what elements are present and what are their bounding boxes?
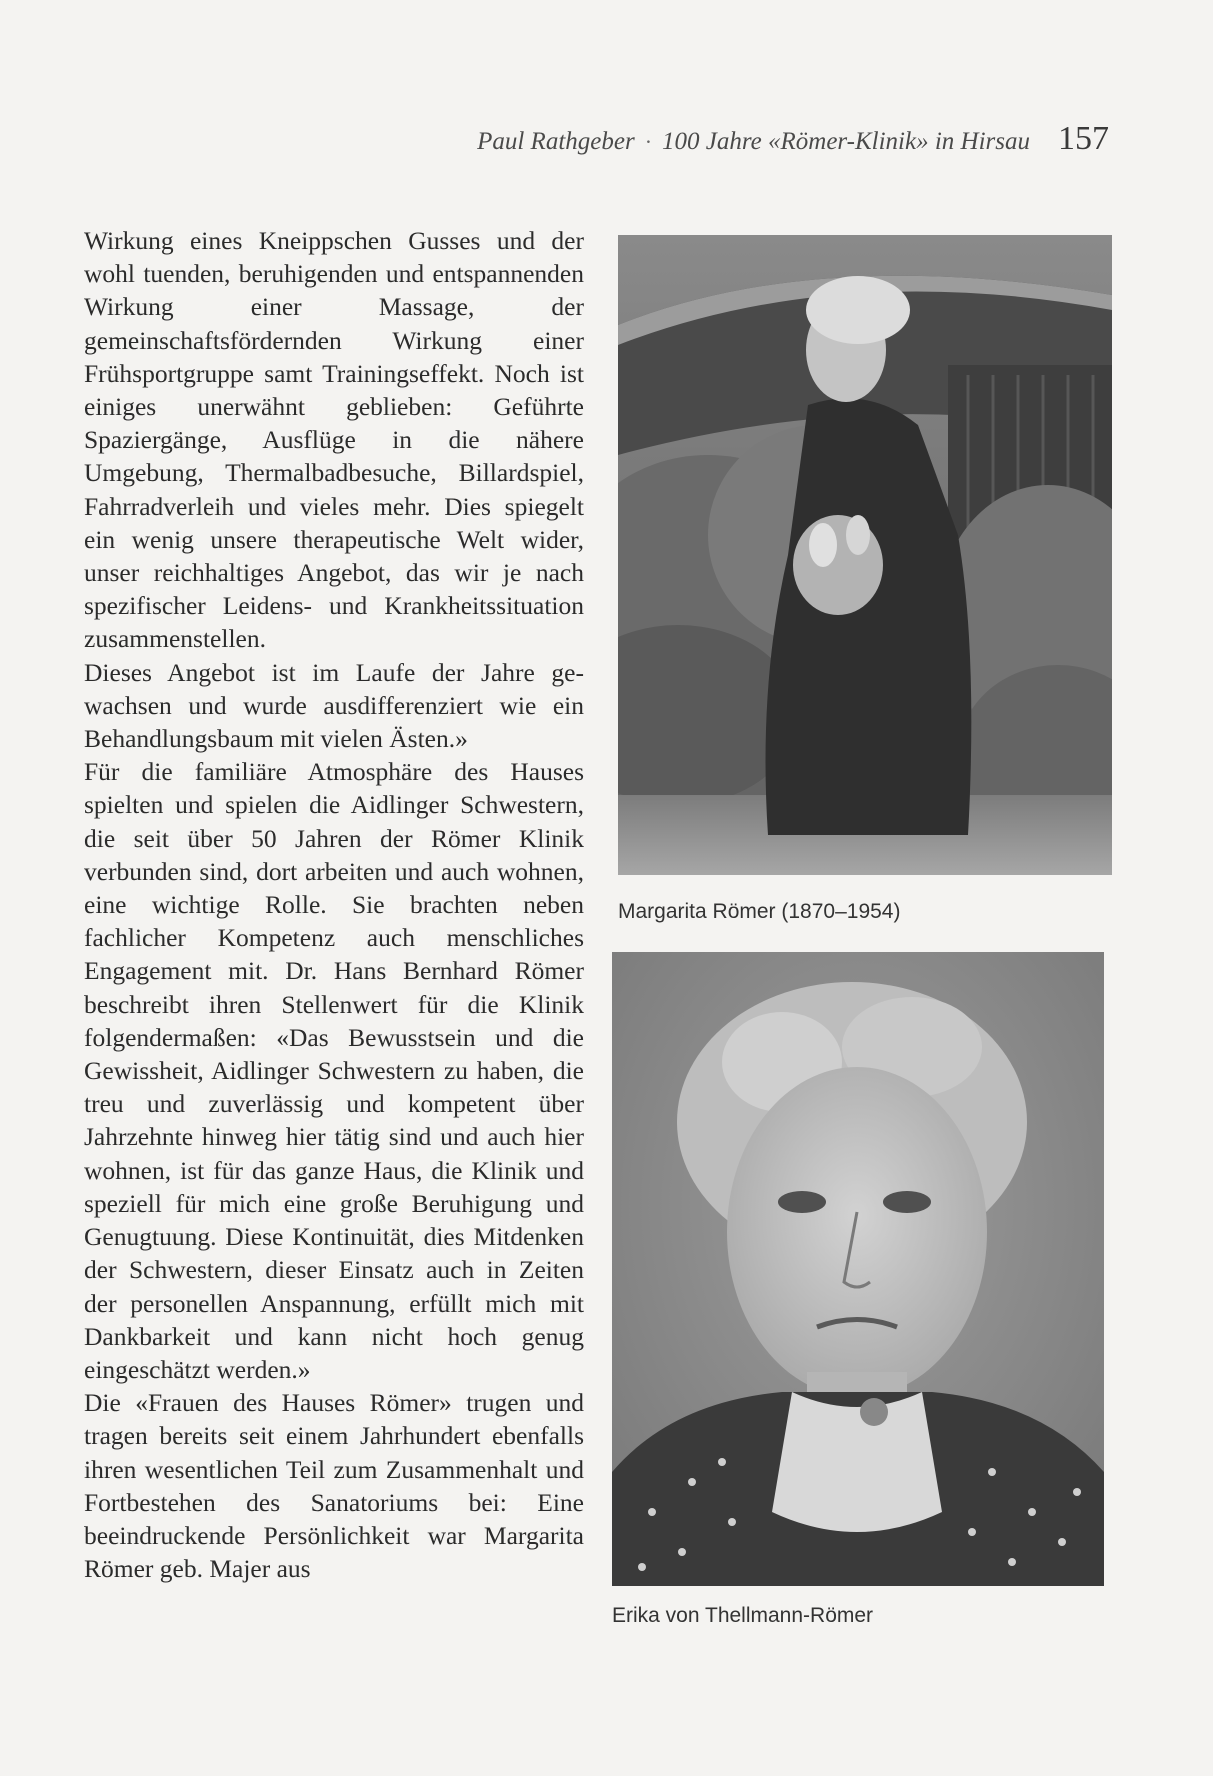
photo-margarita-roemer-image <box>618 235 1112 875</box>
photo-margarita-roemer <box>618 235 1112 875</box>
running-head-separator: · <box>644 129 653 154</box>
photo-caption-2: Erika von Thellmann-Römer <box>612 1604 874 1627</box>
paragraph-2: Dieses Angebot ist im Laufe der Jahre gewachsen und wurde ausdifferenziert wie ein Behandlungsbaum mit vielen Ästen.» <box>84 657 584 754</box>
page-number: 157 <box>1058 120 1109 157</box>
paragraph-3: Für die familiäre Atmosphäre des Hauses spielten und spielen die Aidlinger Schwestern, die seit über 50 Jahren der Römer Klinik verbunden sind, dort arbeiten und auch wohnen, eine wichtige Rolle. Sie brachten neben fachlicher Kompetenz auch menschliches Engagement mit. Dr. Hans Bernhard Römer beschreibt ihren Stellenwert für die Klinik folgendermaßen: «Das Bewusstsein und die Gewissheit, Aidlinger Schwestern zu haben, die treu und zuverlässig und kompetent über Jahrzehnte hinweg hier tätig sind und auch hier wohnen, ist für das ganze Haus, die Klinik und speziell für mich eine große Beruhigung und Genugtuung. Diese Kontinuität, dies Mitdenken der Schwestern, dieser Einsatz auch in Zeiten der personellen Anspannung, erfüllt mich mit Dankbarkeit und kann nicht hoch genug eingeschätzt werden.» <box>84 757 584 1384</box>
body-text-column <box>84 224 584 1585</box>
photo-erika-image <box>612 952 1104 1586</box>
running-head <box>477 120 1109 158</box>
running-head-title: 100 Jahre «Römer-Klinik» in Hirsau <box>662 128 1030 155</box>
running-head-author: Paul Rathgeber <box>477 128 635 155</box>
photo-erika-von-thellmann-roemer <box>612 952 1104 1586</box>
paragraph-1: Wirkung eines Kneippschen Gusses und der wohl tuenden, beruhigenden und entspannenden Wirkung einer Massage, der gemeinschaftsfördernden Wirkung einer Frühsportgruppe samt Trainingseffekt. Noch ist einiges unerwähnt geblieben: Geführte Spaziergänge, Ausflüge in die nähere Umgebung, Thermalbadbesuche, Billardspiel, Fahrradverleih und vieles mehr. Dies spiegelt ein wenig unsere therapeutische Welt wider, unser reichhaltiges Angebot, das wir je nach spezifischer Leidens- und Krankheitssituation zusammenstellen. <box>84 226 584 654</box>
paragraph-4: Die «Frauen des Hauses Römer» trugen und tragen bereits seit einem Jahrhundert ebenfalls ihren wesentlichen Teil zum Zusammenhalt und Fortbestehen des Sanatoriums bei: Eine beeindruckende Persönlichkeit war Margarita Römer geb. Majer aus <box>84 1388 584 1584</box>
photo-caption-1: Margarita Römer (1870–1954) <box>618 900 901 923</box>
